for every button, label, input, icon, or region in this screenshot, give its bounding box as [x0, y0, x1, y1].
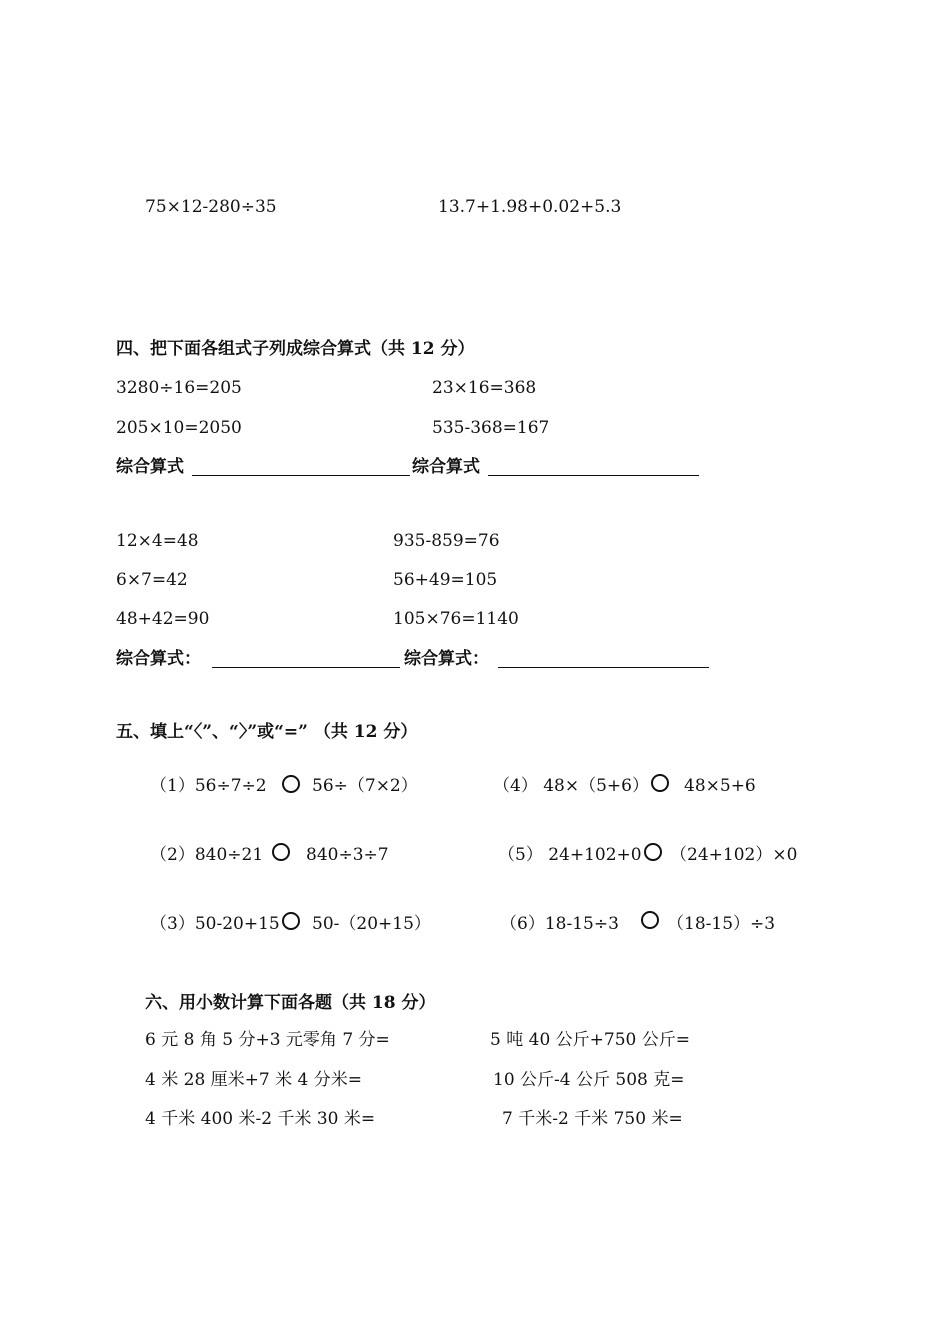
problem: 10 公斤-4 公斤 508 克=	[493, 1070, 685, 1090]
answer-line[interactable]	[488, 475, 699, 476]
problem: 5 吨 40 公斤+750 公斤=	[490, 1030, 690, 1050]
equation: 48+42=90	[116, 609, 210, 629]
compare-right: （24+102）×0	[670, 845, 798, 865]
compare-right: 840÷3÷7	[306, 845, 389, 865]
compare-circle[interactable]	[272, 843, 290, 861]
section4-title: 四、把下面各组式子列成综合算式（共 12 分）	[116, 339, 475, 359]
section6-title: 六、用小数计算下面各题（共 18 分）	[145, 993, 436, 1013]
equation: 3280÷16=205	[116, 378, 242, 398]
answer-line[interactable]	[498, 667, 709, 668]
problem: 7 千米-2 千米 750 米=	[502, 1109, 683, 1129]
compare-circle[interactable]	[644, 843, 662, 861]
compare-left: （2）840÷21	[150, 845, 264, 865]
equation: 935-859=76	[393, 531, 500, 551]
section5-title: 五、填上“〈”、“〉”或“=” （共 12 分）	[116, 722, 418, 742]
answer-line[interactable]	[212, 667, 400, 668]
equation: 105×76=1140	[393, 609, 519, 629]
equation: 6×7=42	[116, 570, 188, 590]
problem: 4 千米 400 米-2 千米 30 米=	[145, 1109, 376, 1129]
compare-circle[interactable]	[651, 774, 669, 792]
equation: 56+49=105	[393, 570, 498, 590]
answer-line[interactable]	[192, 475, 410, 476]
equation: 12×4=48	[116, 531, 199, 551]
compare-left: （4） 48×（5+6）	[493, 776, 649, 796]
compare-left: （3）50-20+15	[150, 914, 280, 934]
exercise-left: 75×12-280÷35	[145, 197, 277, 217]
combined-label: 综合算式	[412, 457, 480, 477]
compare-circle[interactable]	[641, 911, 659, 929]
combined-label: 综合算式：	[404, 649, 489, 669]
equation: 23×16=368	[432, 378, 537, 398]
compare-right: 48×5+6	[684, 776, 756, 796]
compare-left: （1）56÷7÷2	[150, 776, 267, 796]
exercise-right: 13.7+1.98+0.02+5.3	[438, 197, 622, 217]
compare-circle[interactable]	[282, 775, 300, 793]
compare-left: （6）18-15÷3	[500, 914, 619, 934]
compare-right: 56÷（7×2）	[312, 776, 418, 796]
equation: 535-368=167	[432, 418, 550, 438]
combined-label: 综合算式	[116, 457, 184, 477]
combined-label: 综合算式：	[116, 649, 201, 669]
problem: 4 米 28 厘米+7 米 4 分米=	[145, 1070, 362, 1090]
equation: 205×10=2050	[116, 418, 242, 438]
compare-right: 50-（20+15）	[312, 914, 431, 934]
compare-right: （18-15）÷3	[667, 914, 776, 934]
compare-circle[interactable]	[282, 912, 300, 930]
compare-left: （5） 24+102+0	[498, 845, 642, 865]
problem: 6 元 8 角 5 分+3 元零角 7 分=	[145, 1030, 390, 1050]
